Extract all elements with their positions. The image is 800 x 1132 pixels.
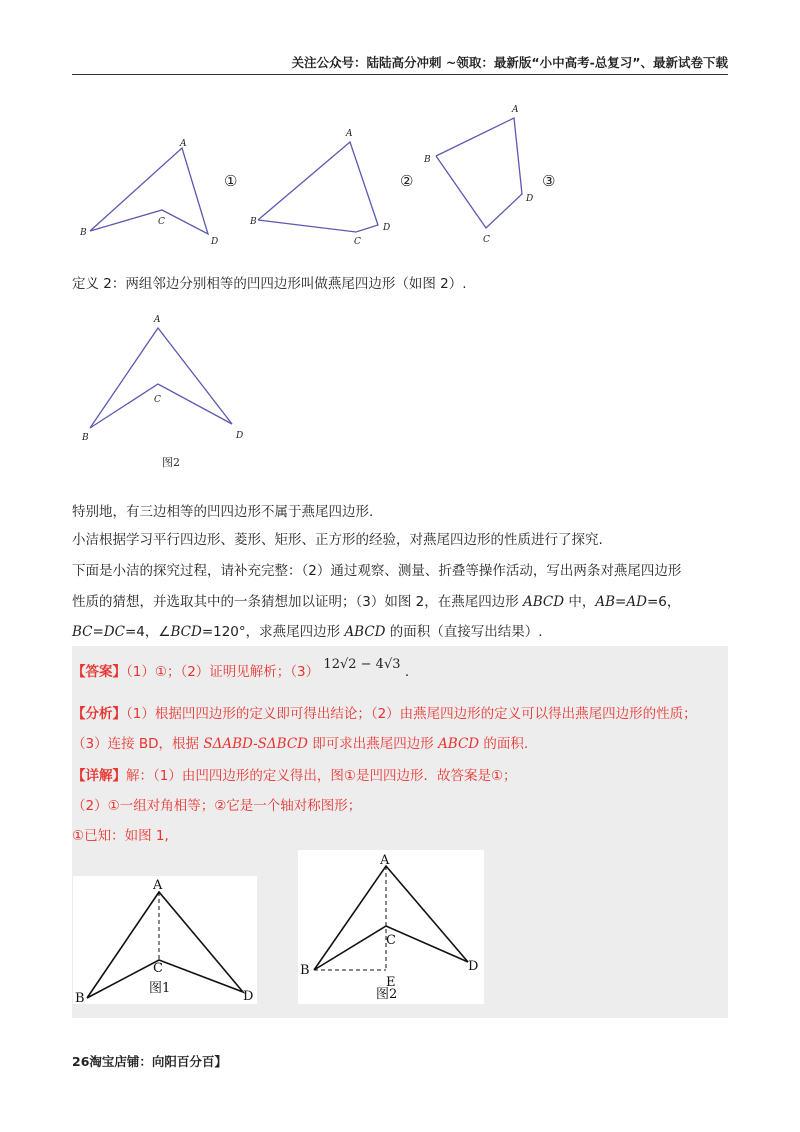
analysis-tag: 【分析】: [72, 706, 126, 722]
circle-mark-1: [222, 170, 246, 194]
figure-quadrilateral-3: [420, 100, 550, 250]
label-C: C: [483, 235, 490, 245]
paragraph-5: BC=DC=4，∠BCD=120°，求燕尾四边形 ABCD 的面积（直接写出结果）.: [72, 624, 543, 640]
label-A: A: [153, 878, 163, 893]
label-B: B: [75, 991, 85, 1006]
paragraph-3: 下面是小洁的探究过程，请补充完整：（2）通过观察、测量、折叠等操作活动，写出两条对燕尾四边形: [72, 563, 682, 579]
label-D: D: [383, 223, 391, 233]
label-C: C: [354, 237, 361, 247]
label-C: C: [158, 217, 165, 227]
label-D: D: [468, 959, 479, 974]
label-A: A: [346, 129, 353, 139]
analysis-line-2: （3）连接 BD，根据 SΔABD-SΔBCD 即可求出燕尾四边形 ABCD 的面积.: [72, 736, 529, 752]
caption-fig1: 图1: [149, 981, 171, 996]
label-C: C: [386, 933, 396, 948]
label-B: B: [80, 228, 87, 238]
figure-swallowtail-2: [72, 306, 262, 476]
solution-figure-1: [73, 876, 257, 1004]
svg-text:②: ②: [400, 172, 414, 190]
paragraph-2: 小洁根据学习平行四边形、菱形、矩形、正方形的经验，对燕尾四边形的性质进行了探究.: [72, 532, 603, 548]
label-B: B: [250, 217, 257, 227]
label-D: D: [211, 237, 219, 247]
detail-tag: 【详解】: [72, 768, 126, 784]
label-B: B: [82, 433, 89, 443]
label-B: B: [300, 963, 310, 978]
paragraph-4: 性质的猜想，并选取其中的一条猜想加以证明；（3）如图 2，在燕尾四边形 ABCD 中，AB=AD=6，: [72, 594, 681, 610]
detail-line-2: （2）①一组对角相等；②它是一个轴对称图形；: [72, 798, 362, 814]
svg-text:①: ①: [224, 172, 238, 190]
label-C: C: [153, 961, 163, 976]
label-B: B: [424, 155, 431, 165]
definition-2: 定义 2：两组邻边分别相等的凹四边形叫做燕尾四边形（如图 2）.: [72, 276, 467, 292]
figure-convex-quadrilateral: [250, 120, 410, 250]
answer-line: 【答案】（1）①；（2）证明见解析；（3） 12√2 − 4√3 .: [72, 657, 410, 680]
page-footer: [72, 1052, 227, 1070]
label-C: C: [154, 395, 161, 405]
answer-tag: 【答案】: [72, 664, 126, 680]
page-number: 26: [72, 1054, 90, 1069]
svg-text:③: ③: [542, 172, 556, 190]
detail-line-1: 【详解】解：（1）由凹四边形的定义得出，图①是凹四边形．故答案是①；: [72, 768, 517, 784]
label-E: E: [386, 975, 396, 990]
label-A: A: [512, 105, 519, 115]
label-A: A: [180, 139, 187, 149]
label-A: A: [380, 853, 390, 868]
circle-mark-2: [398, 170, 422, 194]
paragraph-1: 特别地，有三边相等的凹四边形不属于燕尾四边形.: [72, 504, 374, 520]
label-D: D: [236, 431, 244, 441]
label-A: A: [154, 315, 161, 325]
caption-fig2: 图2: [162, 456, 180, 469]
analysis-line-1: 【分析】（1）根据凹四边形的定义即可得出结论；（2）由燕尾四边形的定义可以得出燕尾四边形的性质；: [72, 706, 697, 722]
solution-figure-2: [298, 850, 484, 1004]
caption-fig2-solution: 图2: [376, 987, 398, 1002]
label-D: D: [526, 194, 534, 204]
circle-mark-3: [540, 170, 564, 194]
shop-name: 淘宝店铺：向阳百分百】: [89, 1054, 227, 1069]
detail-line-3: ①已知：如图 1,: [72, 828, 169, 844]
label-D: D: [243, 989, 254, 1004]
header-text: 关注公众号：陆陆高分冲刺 ~领取：最新版“小中高考-总复习”、最新试卷下载: [291, 55, 728, 70]
answer-formula: 12√2 − 4√3: [323, 657, 401, 672]
page-header: [72, 54, 728, 75]
